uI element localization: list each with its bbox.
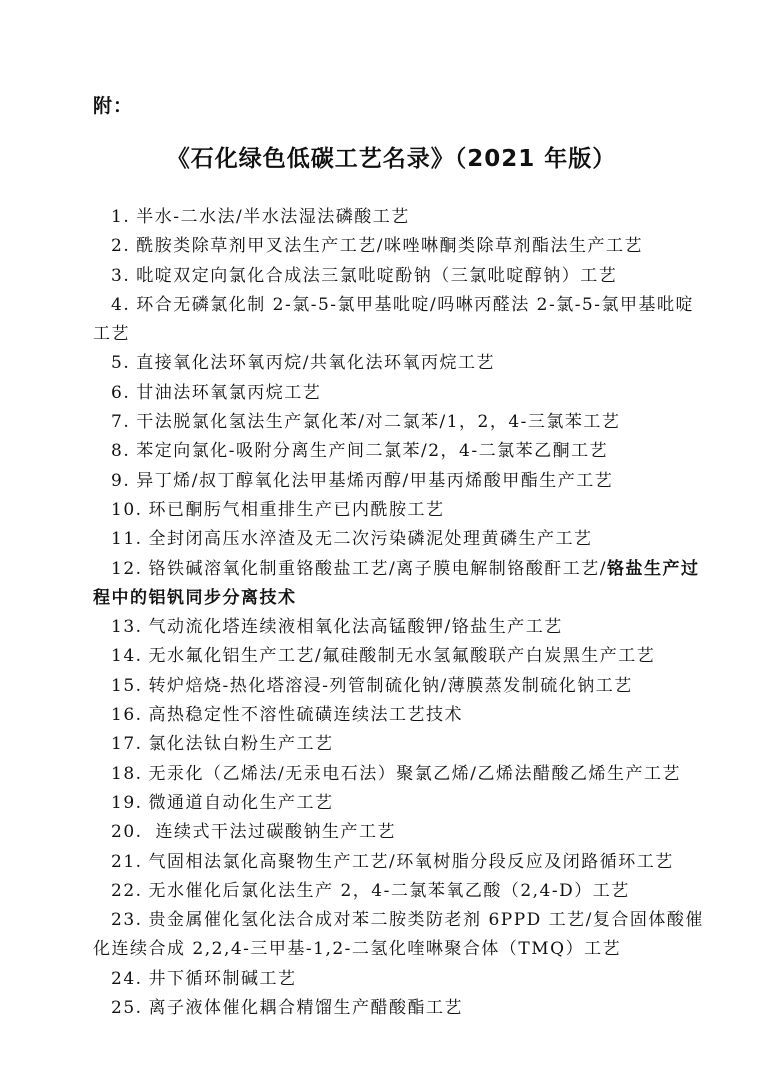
list-item-number: 13.	[111, 617, 143, 638]
list-item-text: 环合无磷氯化制 2-氯-5-氯甲基吡啶/吗啉丙醛法 2-氯-5-氯甲基吡啶工艺	[93, 294, 694, 345]
list-item-number: 15.	[111, 675, 143, 696]
list-item-number: 10.	[111, 499, 143, 520]
list-item-text: 甘油法环氧氯丙烷工艺	[136, 382, 322, 403]
list-item	[93, 642, 705, 671]
list-item-bold-text: 铬盐生产过程中的铝钒同步分离技术	[93, 558, 700, 608]
list-item-number: 8.	[111, 441, 131, 462]
list-item	[93, 408, 705, 437]
list-item-text: 吡啶双定向氯化合成法三氯吡啶酚钠（三氯吡啶醇钠）工艺	[136, 265, 618, 286]
list-item-number: 24.	[111, 968, 143, 989]
list-item-text: 苯定向氯化-吸附分离生产间二氯苯/2，4-二氯苯乙酮工艺	[136, 441, 609, 462]
list-item-text: 无水催化后氯化法生产 2，4-二氯苯氧乙酸（2,4-D）工艺	[148, 880, 630, 901]
list-item-number: 16.	[111, 705, 143, 726]
list-item-text: 无水氟化铝生产工艺/氟硅酸制无水氢氟酸联产白炭黑生产工艺	[148, 646, 656, 667]
list-item-text: 铬铁碱溶氧化制重铬酸盐工艺/离子膜电解制铬酸酐工艺/	[148, 558, 608, 579]
list-item-text: 直接氧化法环氧丙烷/共氧化法环氧丙烷工艺	[136, 353, 495, 374]
list-item-text: 异丁烯/叔丁醇氧化法甲基烯丙醇/甲基丙烯酸甲酯生产工艺	[136, 470, 614, 491]
list-item	[93, 203, 705, 232]
list-item-number: 12.	[111, 558, 143, 579]
list-item-text: 全封闭高压水淬渣及无二次污染磷泥处理黄磷生产工艺	[148, 529, 593, 550]
list-item-number: 5.	[111, 353, 131, 374]
list-item	[93, 555, 705, 614]
list-item	[93, 877, 705, 906]
list-item	[93, 349, 705, 378]
list-item	[93, 291, 705, 350]
list-item	[93, 672, 705, 701]
list-item	[93, 789, 705, 818]
list-item-number: 6.	[111, 382, 131, 403]
list-item-number: 4.	[111, 294, 131, 315]
list-item-number: 22.	[111, 880, 143, 901]
list-item-text: 环已酮肟气相重排生产已内酰胺工艺	[148, 499, 445, 520]
list-item-text: 转炉焙烧-热化塔溶浸-列管制硫化钠/薄膜蒸发制硫化钠工艺	[148, 675, 633, 696]
list-item	[93, 701, 705, 730]
list-item	[93, 262, 705, 291]
process-list	[93, 203, 705, 1023]
list-item-text: 干法脱氯化氢法生产氯化苯/对二氯苯/1，2，4-三氯苯工艺	[136, 412, 621, 433]
list-item-number: 25.	[111, 998, 143, 1019]
appendix-label: 附：	[93, 95, 134, 117]
list-item-text: 无汞化（乙烯法/无汞电石法）聚氯乙烯/乙烯法醋酸乙烯生产工艺	[148, 763, 682, 784]
list-item-number: 7.	[111, 412, 131, 433]
list-item	[93, 965, 705, 994]
list-item-number: 9.	[111, 470, 131, 491]
list-item-text: 高热稳定性不溶性硫磺连续法工艺技术	[148, 705, 464, 726]
list-item-text: 气固相法氯化高聚物生产工艺/环氧树脂分段反应及闭路循环工艺	[148, 851, 674, 872]
list-item	[93, 906, 705, 965]
list-item-number: 17.	[111, 734, 143, 755]
list-item-number: 23.	[111, 910, 143, 931]
list-item-text: 气动流化塔连续液相氧化法高锰酸钾/铬盐生产工艺	[148, 617, 563, 638]
list-item-number: 14.	[111, 646, 143, 667]
list-item	[93, 730, 705, 759]
list-item-number: 3.	[111, 265, 131, 286]
list-item-text: 半水-二水法/半水法湿法磷酸工艺	[136, 207, 410, 227]
list-item-number: 20.	[111, 822, 143, 843]
list-item-text: 离子液体催化耦合精馏生产醋酸酯工艺	[148, 998, 464, 1019]
list-item	[93, 379, 705, 408]
list-item-number: 1.	[111, 207, 131, 227]
list-item-text: 微通道自动化生产工艺	[148, 792, 334, 813]
list-item-number: 11.	[111, 529, 143, 550]
list-item-number: 21.	[111, 851, 143, 872]
list-item	[93, 467, 705, 496]
list-item	[93, 232, 705, 261]
list-item	[93, 613, 705, 642]
list-item-text: 氯化法钛白粉生产工艺	[148, 734, 334, 755]
list-item-text: 贵金属催化氢化法合成对苯二胺类防老剂 6PPD 工艺/复合固体酸催化连续合成 2,2,4-三甲基-1,2-二氢化喹啉聚合体（TMQ）工艺	[93, 910, 704, 960]
list-item	[93, 818, 705, 847]
list-item-number: 18.	[111, 763, 143, 784]
list-item-text: 酰胺类除草剂甲叉法生产工艺/咪唑啉酮类除草剂酯法生产工艺	[136, 236, 643, 257]
list-item	[93, 437, 705, 466]
list-item-number: 2.	[111, 236, 131, 257]
list-item	[93, 994, 705, 1023]
list-item-text: 连续式干法过碳酸钠生产工艺	[148, 822, 396, 843]
list-item-text: 井下循环制碱工艺	[148, 968, 297, 989]
list-item	[93, 848, 705, 877]
list-item	[93, 496, 705, 525]
list-item	[93, 760, 705, 789]
page-title: 《石化绿色低碳工艺名录》（2021 年版）	[166, 146, 617, 172]
list-item-number: 19.	[111, 792, 143, 813]
list-item	[93, 525, 705, 554]
